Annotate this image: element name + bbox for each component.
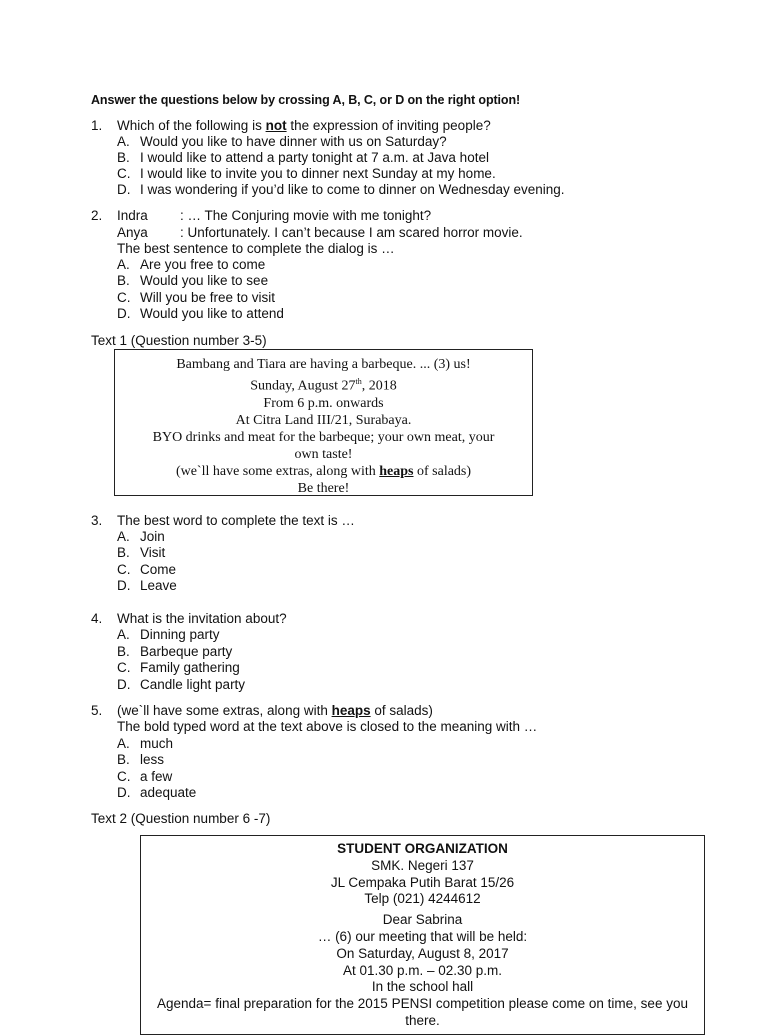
- option-text: I was wondering if you’d like to come to dinner on Wednesday evening.: [140, 182, 565, 197]
- invitation-line: own taste!: [294, 446, 353, 462]
- meeting-invitation-box: [140, 835, 705, 1035]
- invitation-line: there.: [405, 1012, 440, 1028]
- option-text: Leave: [140, 578, 177, 593]
- invitation-line: At Citra Land III/21, Surabaya.: [235, 412, 412, 428]
- line-text: of salads): [413, 463, 472, 479]
- emphasis-heaps: heaps: [379, 463, 414, 479]
- option-text: Would you like to attend: [140, 306, 284, 321]
- option-text: adequate: [140, 785, 197, 800]
- dialog-speaker: Indra: [117, 208, 148, 223]
- text-1-label: Text 1 (Question number 3-5): [91, 333, 267, 348]
- invitation-line: At 01.30 p.m. – 02.30 p.m.: [342, 962, 503, 978]
- option-letter: B.: [117, 150, 130, 165]
- invitation-line: Agenda= final preparation for the 2015 PENSI competition please come on time, see you: [157, 996, 688, 1012]
- option-text: Are you free to come: [140, 257, 266, 272]
- greeting: Dear Sabrina: [382, 912, 463, 928]
- question-number: 3.: [91, 513, 103, 528]
- emphasis-heaps: heaps: [331, 703, 371, 718]
- invitation-line: Be there!: [297, 480, 350, 496]
- invitation-line: On Saturday, August 8, 2017: [336, 945, 509, 961]
- question-number: 4.: [91, 611, 103, 626]
- text-2-label: Text 2 (Question number 6 -7): [91, 811, 271, 826]
- option-letter: A.: [117, 257, 130, 272]
- option-letter: A.: [117, 529, 130, 544]
- option-letter: C.: [117, 660, 131, 675]
- option-text: a few: [140, 769, 173, 784]
- option-text: Join: [140, 529, 165, 544]
- question-number: 1.: [91, 118, 103, 133]
- school-phone: Telp (021) 4244612: [364, 891, 481, 907]
- question-number: 5.: [91, 703, 103, 718]
- line-text: (we`ll have some extras, along with: [175, 463, 380, 479]
- option-letter: B.: [117, 545, 130, 560]
- invitation-text-box: [114, 349, 533, 496]
- option-letter: A.: [117, 736, 130, 751]
- option-text: Come: [140, 562, 177, 577]
- dialog-line: : Unfortunately. I can’t because I am scared horror movie.: [180, 225, 523, 240]
- option-letter: C.: [117, 166, 131, 181]
- option-letter: D.: [117, 785, 131, 800]
- date-text: Sunday, August 27: [250, 378, 356, 394]
- question-stem: [117, 118, 491, 134]
- option-text: Dinning party: [140, 627, 220, 642]
- invitation-line: Bambang and Tiara are having a barbeque. ... (3) us!: [176, 357, 471, 372]
- organization-name: STUDENT ORGANIZATION: [337, 841, 508, 856]
- option-text: Candle light party: [140, 677, 246, 692]
- invitation-line: BYO drinks and meat for the barbeque; your own meat, your: [152, 429, 495, 445]
- option-letter: D.: [117, 182, 131, 197]
- date-ordinal: th: [355, 377, 362, 386]
- instruction-heading: Answer the questions below by crossing A, B, C, or D on the right option!: [91, 93, 521, 107]
- quote-text: of salads): [370, 703, 433, 718]
- question-number: 2.: [91, 208, 103, 223]
- school-name: SMK. Negeri 137: [371, 857, 474, 873]
- stem-text: the expression of inviting people?: [286, 118, 491, 133]
- invitation-date: [115, 373, 532, 395]
- option-text: Visit: [140, 545, 166, 560]
- option-letter: C.: [117, 290, 131, 305]
- option-letter: B.: [117, 273, 130, 288]
- option-text: much: [140, 736, 174, 751]
- option-text: Would you like to have dinner with us on Saturday?: [140, 134, 447, 149]
- quote-text: (we`ll have some extras, along with: [117, 703, 332, 718]
- option-letter: B.: [117, 752, 130, 767]
- option-text: I would like to invite you to dinner next Sunday at my home.: [140, 166, 496, 181]
- option-letter: B.: [117, 644, 130, 659]
- dialog-line: : … The Conjuring movie with me tonight?: [180, 208, 432, 223]
- question-quote: [117, 703, 433, 719]
- option-text: less: [140, 752, 165, 767]
- option-text: Would you like to see: [140, 273, 269, 288]
- option-text: Will you be free to visit: [140, 290, 276, 305]
- option-letter: C.: [117, 562, 131, 577]
- emphasis-not: not: [265, 118, 287, 133]
- question-stem: The best sentence to complete the dialog is …: [117, 241, 395, 256]
- option-text: Family gathering: [140, 660, 240, 675]
- school-address: JL Cempaka Putih Barat 15/26: [330, 874, 515, 890]
- option-letter: D.: [117, 578, 131, 593]
- invitation-line: In the school hall: [371, 979, 474, 995]
- question-stem: What is the invitation about?: [117, 611, 287, 626]
- option-text: Barbeque party: [140, 644, 233, 659]
- invitation-line: … (6) our meeting that will be held:: [317, 928, 528, 944]
- invitation-line: From 6 p.m. onwards: [263, 395, 384, 411]
- date-year: , 2018: [361, 378, 397, 394]
- option-letter: D.: [117, 306, 131, 321]
- option-letter: A.: [117, 134, 130, 149]
- stem-text: Which of the following is: [117, 118, 266, 133]
- invitation-line: [115, 463, 532, 480]
- option-letter: D.: [117, 677, 131, 692]
- question-stem: The best word to complete the text is …: [117, 513, 355, 528]
- dialog-speaker: Anya: [117, 225, 148, 240]
- option-letter: C.: [117, 769, 131, 784]
- option-text: I would like to attend a party tonight at 7 a.m. at Java hotel: [140, 150, 489, 165]
- question-stem: The bold typed word at the text above is closed to the meaning with …: [117, 719, 538, 734]
- option-letter: A.: [117, 627, 130, 642]
